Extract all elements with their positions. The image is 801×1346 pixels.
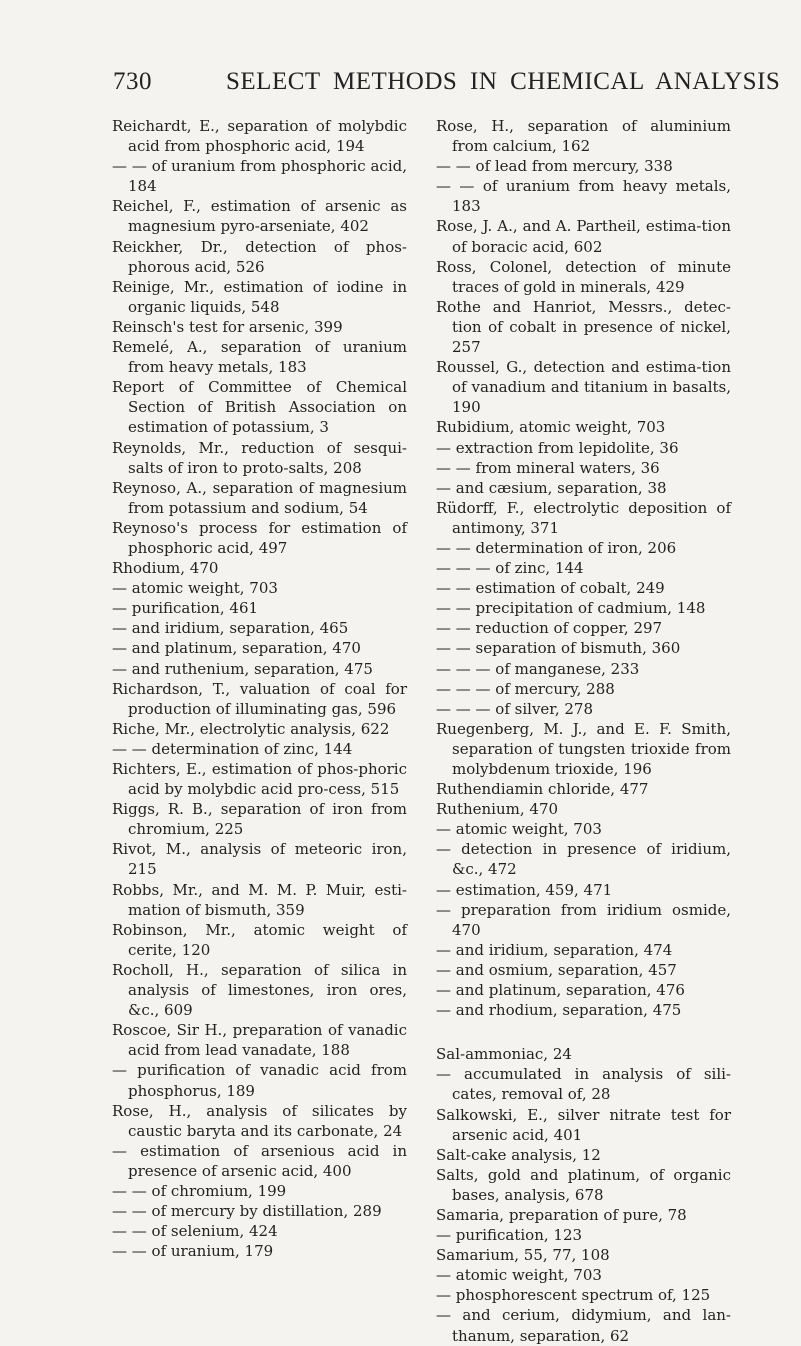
index-entry: — — — of mercury, 288 [436,679,615,698]
index-entry: Rubidium, atomic weight, 703 [436,418,666,437]
index-entry: — — from mineral waters, 36 [436,458,660,477]
index-entry: Reinige, Mr., estimation of iodine in organic liquids, 548 [112,277,407,316]
index-entry: Reynolds, Mr., reduction of sesqui-salts of iron to proto-salts, 208 [112,438,407,477]
index-entry: — estimation of arsenious acid in presence of arsenic acid, 400 [112,1141,407,1180]
index-entry: — — reduction of copper, 297 [436,619,663,638]
index-entry: Reynoso, A., separation of magnesium from potassium and sodium, 54 [112,478,407,517]
index-entry: Salt-cake analysis, 12 [436,1145,601,1164]
index-entry: — — — of silver, 278 [436,699,593,718]
running-title: SELECT METHODS IN CHEMICAL ANALYSIS [226,68,781,95]
index-entry: — extraction from lepidolite, 36 [436,438,679,457]
index-entry: Sal-ammoniac, 24 [436,1045,572,1064]
index-entry: Reichel, F., estimation of arsenic as magnesium pyro-arseniate, 402 [112,197,407,236]
index-entry: Robinson, Mr., atomic weight of cerite, 120 [112,920,407,959]
index-entry: — and platinum, separation, 470 [112,639,361,658]
index-entry: — — — of manganese, 233 [436,659,640,678]
index-entry: Reinsch's test for arsenic, 399 [112,317,343,336]
index-entry: — and platinum, separation, 476 [436,981,685,1000]
index-entry: — purification of vanadic acid from phosphorus, 189 [112,1061,407,1100]
index-entry: — — of chromium, 199 [112,1181,287,1200]
index-entry: Ruthendiamin chloride, 477 [436,780,649,799]
index-entry: — preparation from iridium osmide, 470 [436,900,731,939]
index-entry: — accumulated in analysis of sili-cates, removal of, 28 [436,1065,731,1104]
index-entry: Riggs, R. B., separation of iron from chromium, 225 [112,800,407,839]
index-entry: — and cerium, didymium, and lan-thanum, separation, 62 [436,1306,731,1345]
index-entry: Reynoso's process for estimation of phosphoric acid, 497 [112,518,407,557]
index-entry: — — of lead from mercury, 338 [436,157,673,176]
index-entry: — and iridium, separation, 474 [436,940,673,959]
index-entry: — and iridium, separation, 465 [112,619,349,638]
index-entry: Reickher, Dr., detection of phos-phorous acid, 526 [112,237,407,276]
index-entry: Ruegenberg, M. J., and E. F. Smith, separation of tungsten trioxide from molybdenum trioxide, 196 [436,719,731,778]
index-entry: — — determination of zinc, 144 [112,739,353,758]
index-entry: — and osmium, separation, 457 [436,960,677,979]
index-entry: Rose, H., separation of aluminium from calcium, 162 [436,117,731,156]
index-entry: Samaria, preparation of pure, 78 [436,1205,687,1224]
index-entry: — atomic weight, 703 [112,579,278,598]
index-entry: — — separation of bismuth, 360 [436,639,681,658]
index-entry: — — of mercury by distillation, 289 [112,1202,382,1221]
index-column-right [436,116,731,1346]
index-entry: — phosphorescent spectrum of, 125 [436,1286,711,1305]
index-entry: — atomic weight, 703 [436,820,602,839]
index-entry: — — precipitation of cadmium, 148 [436,599,706,618]
index-entry: Ross, Colonel, detection of minute traces of gold in minerals, 429 [436,257,731,296]
index-entry: Remelé, A., separation of uranium from heavy metals, 183 [112,338,407,377]
section-gap [436,1020,731,1044]
index-entry: — purification, 461 [112,599,259,618]
index-entry: — — estimation of cobalt, 249 [436,579,665,598]
index-entry: — detection in presence of iridium, &c., 472 [436,840,731,879]
index-entry: — and rhodium, separation, 475 [436,1001,682,1020]
index-entry: — and ruthenium, separation, 475 [112,659,373,678]
index-column-left [112,116,407,1261]
index-entry: — estimation, 459, 471 [436,880,613,899]
index-entry: — — — of zinc, 144 [436,559,584,578]
index-entry: Rocholl, H., separation of silica in analysis of limestones, iron ores, &c., 609 [112,960,407,1020]
index-entry: — — of uranium from phosphoric acid, 184 [112,157,407,196]
index-entry: — — of uranium from heavy metals, 183 [436,177,731,216]
index-entry: Roscoe, Sir H., preparation of vanadic acid from lead vanadate, 188 [112,1021,407,1060]
index-entry: Rose, H., analysis of silicates by caustic baryta and its carbonate, 24 [112,1101,407,1140]
index-entry: Rivot, M., analysis of meteoric iron, 215 [112,840,407,879]
index-entry: Richardson, T., valuation of coal for production of illuminating gas, 596 [112,679,407,718]
page-number: 730 [113,68,152,95]
index-entry: Roussel, G., detection and estima-tion of vanadium and titanium in basalts, 190 [436,358,731,417]
index-entry: Salkowski, E., silver nitrate test for arsenic acid, 401 [436,1105,731,1144]
index-entry: Ruthenium, 470 [436,800,559,819]
index-entry: — purification, 123 [436,1226,583,1245]
index-entry: Richters, E., estimation of phos-phoric acid by molybdic acid pro-cess, 515 [112,760,407,799]
index-entry: Riche, Mr., electrolytic analysis, 622 [112,719,390,738]
index-entry: — — determination of iron, 206 [436,538,677,557]
index-entry: Rhodium, 470 [112,559,219,578]
index-entry: — — of selenium, 424 [112,1222,278,1241]
index-entry: Reichardt, E., separation of molybdic acid from phosphoric acid, 194 [112,117,407,156]
index-entry: Rothe and Hanriot, Messrs., detec-tion of cobalt in presence of nickel, 257 [436,297,731,357]
index-entry: Report of Committee of Chemical Section of British Association on estimation of potassium, 3 [112,378,407,437]
index-entry: — atomic weight, 703 [436,1266,602,1285]
index-entry: — — of uranium, 179 [112,1242,274,1261]
index-entry: Samarium, 55, 77, 108 [436,1246,610,1265]
index-entry: Rose, J. A., and A. Partheil, estima-tion of boracic acid, 602 [436,217,731,256]
index-entry: Rüdorff, F., electrolytic deposition of antimony, 371 [436,498,731,537]
index-entry: — and cæsium, separation, 38 [436,478,667,497]
index-entry: Salts, gold and platinum, of organic bases, analysis, 678 [436,1165,731,1204]
index-entry: Robbs, Mr., and M. M. P. Muir, esti-mation of bismuth, 359 [112,880,407,919]
